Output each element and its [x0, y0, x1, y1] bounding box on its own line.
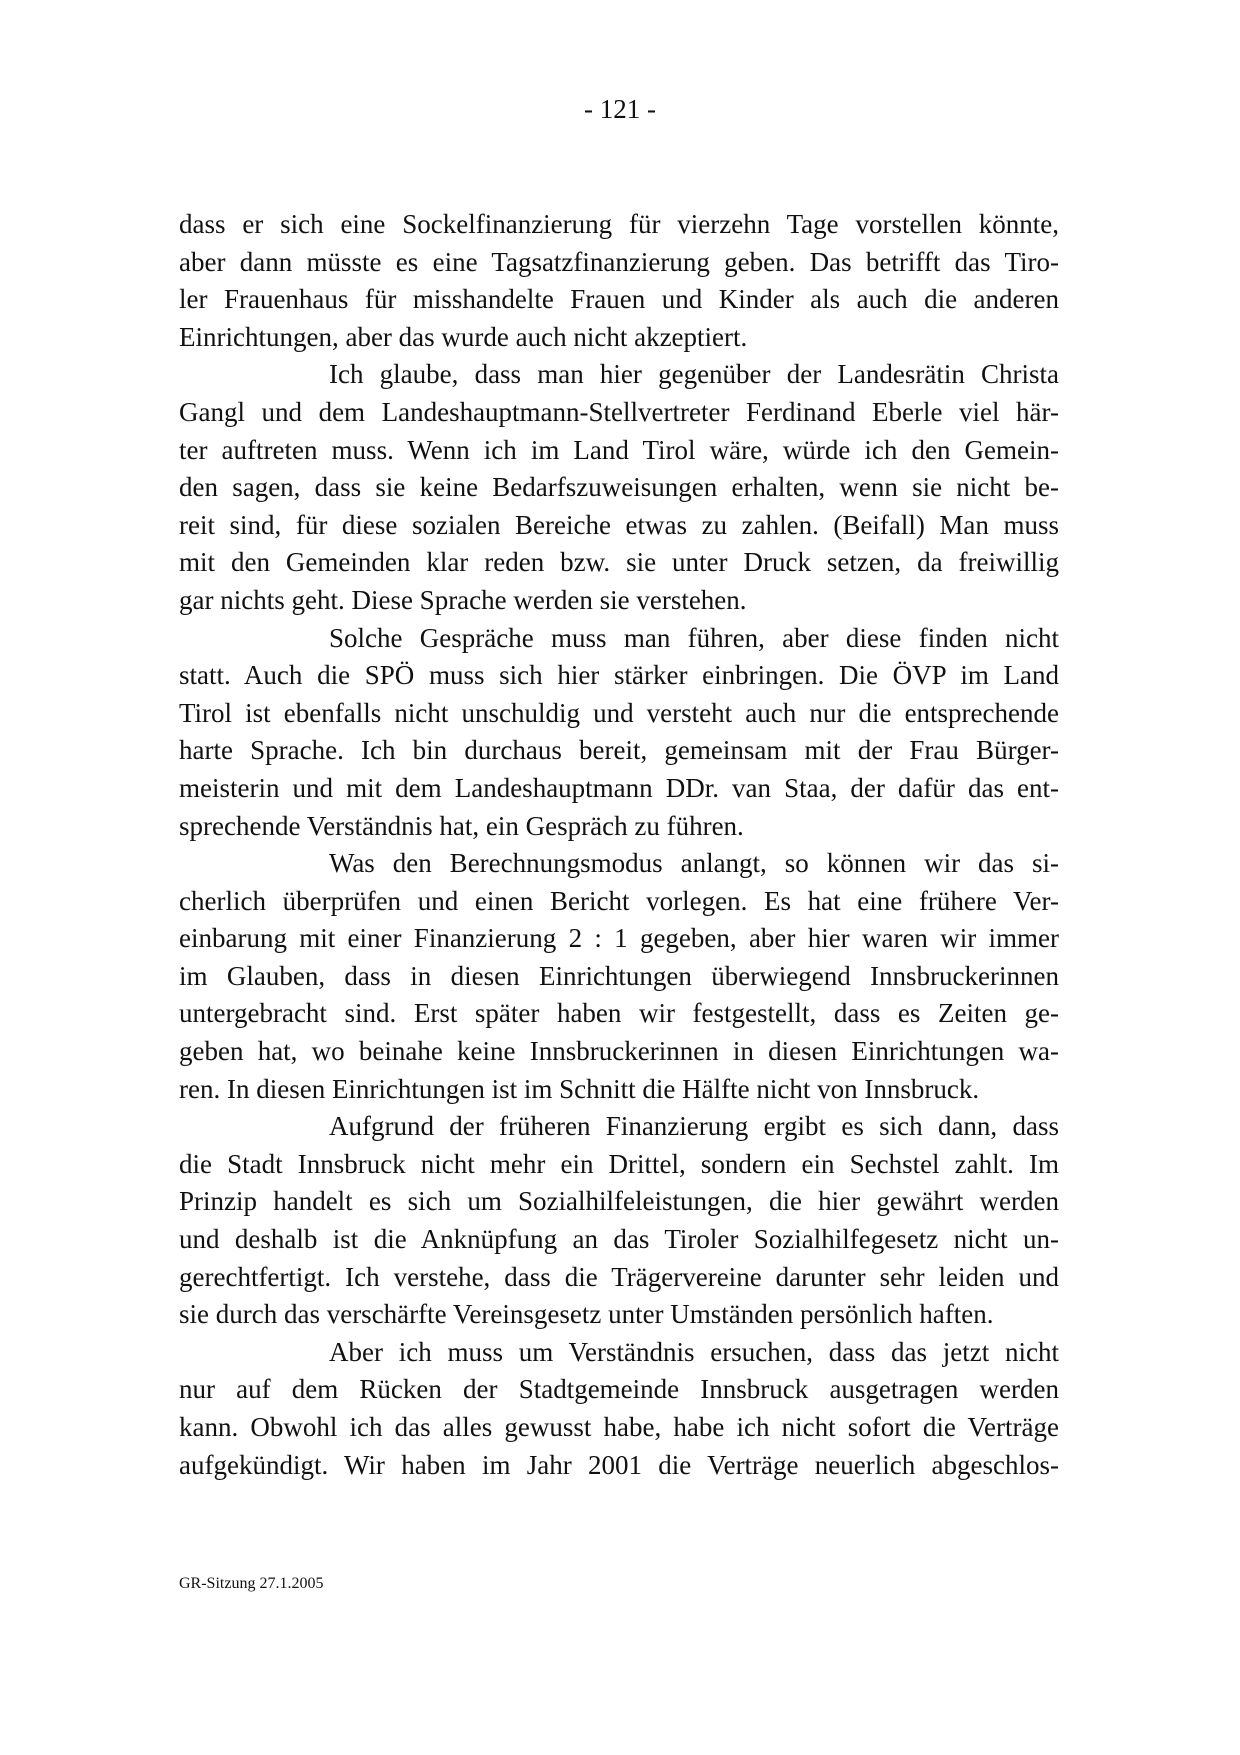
page-number: - 121 - — [584, 94, 656, 124]
text-line: im Glauben, dass in diesen Einrichtungen überwiegend Innsbruckerinnen — [179, 960, 1059, 991]
text-line: gerechtfertigt. Ich verstehe, dass die Trägervereine darunter sehr leiden und — [179, 1261, 1059, 1292]
paragraph-5 — [179, 1108, 1059, 1334]
text-line: dass er sich eine Sockelfinanzierung für vierzehn Tage vorstellen könnte, — [179, 209, 1059, 239]
text-line: aufgekündigt. Wir haben im Jahr 2001 die Verträge neuerlich abgeschlos- — [179, 1449, 1059, 1480]
text-line: Gangl und dem Landeshauptmann-Stellvertreter Ferdinand Eberle viel här- — [179, 396, 1059, 427]
text-line: mit den Gemeinden klar reden bzw. sie unter Druck setzen, da freiwillig — [179, 547, 1059, 578]
text-line: statt. Auch die SPÖ muss sich hier stärker einbringen. Die ÖVP im Land — [179, 660, 1059, 691]
text-line: Solche Gespräche muss man führen, aber diese finden nicht — [329, 622, 1059, 653]
paragraph-3 — [179, 620, 1059, 846]
text-line: nur auf dem Rücken der Stadtgemeinde Innsbruck ausgetragen werden — [179, 1374, 1059, 1405]
text-line: ter auftreten muss. Wenn ich im Land Tirol wäre, würde ich den Gemein- — [179, 434, 1059, 465]
text-line: den sagen, dass sie keine Bedarfszuweisungen erhalten, wenn sie nicht be- — [179, 472, 1059, 503]
text-line: ren. In diesen Einrichtungen ist im Schnitt die Hälfte nicht von Innsbruck. — [179, 1073, 980, 1104]
paragraph-4 — [179, 845, 1059, 1108]
text-line: Aufgrund der früheren Finanzierung ergibt es sich dann, dass — [329, 1111, 1059, 1142]
text-line: die Stadt Innsbruck nicht mehr ein Drittel, sondern ein Sechstel zahlt. Im — [179, 1148, 1059, 1179]
paragraph-1 — [179, 206, 1059, 356]
text-line: Aber ich muss um Verständnis ersuchen, dass das jetzt nicht — [329, 1336, 1059, 1367]
text-line: kann. Obwohl ich das alles gewusst habe, habe ich nicht sofort die Verträge — [179, 1412, 1059, 1442]
body-text — [179, 206, 1059, 1484]
text-line: und deshalb ist die Anknüpfung an das Tiroler Sozialhilfegesetz nicht un- — [179, 1224, 1059, 1255]
text-line: sie durch das verschärfte Vereinsgesetz unter Umständen persönlich haften. — [179, 1299, 994, 1330]
text-line: ler Frauenhaus für misshandelte Frauen und Kinder als auch die anderen — [179, 284, 1059, 315]
text-line: gar nichts geht. Diese Sprache werden sie verstehen. — [179, 584, 747, 615]
text-line: Was den Berechnungsmodus anlangt, so können wir das si- — [329, 848, 1059, 879]
text-line: meisterin und mit dem Landeshauptmann DDr. van Staa, der dafür das ent- — [179, 772, 1059, 803]
text-line: Ich glaube, dass man hier gegenüber der Landesrätin Christa — [329, 359, 1059, 390]
text-line: geben hat, wo beinahe keine Innsbruckerinnen in diesen Einrichtungen wa- — [179, 1036, 1059, 1067]
paragraph-6 — [179, 1334, 1059, 1484]
text-line: untergebracht sind. Erst später haben wir festgestellt, dass es Zeiten ge- — [179, 998, 1059, 1029]
text-line: Einrichtungen, aber das wurde auch nicht akzeptiert. — [179, 321, 748, 352]
text-line: aber dann müsste es eine Tagsatzfinanzierung geben. Das betrifft das Tiro- — [179, 246, 1059, 277]
footer-session-date: GR-Sitzung 27.1.2005 — [179, 1575, 324, 1592]
text-line: harte Sprache. Ich bin durchaus bereit, gemeinsam mit der Frau Bürger- — [179, 735, 1059, 766]
text-line: cherlich überprüfen und einen Bericht vorlegen. Es hat eine frühere Ver- — [179, 885, 1059, 916]
text-line: Tirol ist ebenfalls nicht unschuldig und versteht auch nur die entsprechende — [179, 697, 1059, 728]
text-line: sprechende Verständnis hat, ein Gespräch zu führen. — [179, 810, 744, 841]
text-line: reit sind, für diese sozialen Bereiche etwas zu zahlen. (Beifall) Man muss — [179, 509, 1059, 540]
text-line: einbarung mit einer Finanzierung 2 : 1 gegeben, aber hier waren wir immer — [179, 923, 1059, 954]
text-line: Prinzip handelt es sich um Sozialhilfeleistungen, die hier gewährt werden — [179, 1186, 1059, 1217]
paragraph-2 — [179, 356, 1059, 619]
